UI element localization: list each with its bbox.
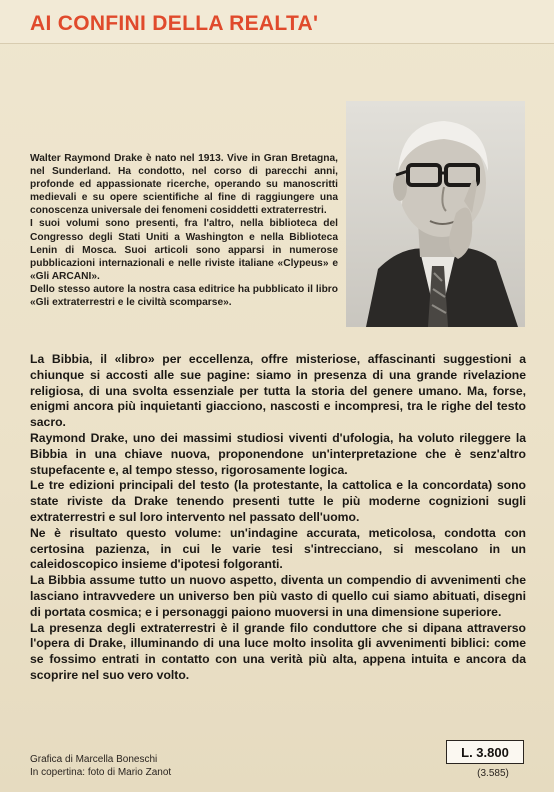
blurb-paragraph: Raymond Drake, uno dei massimi studiosi viventi d'ufologia, ha voluto rileggere la Bibbia in una chiave nuova, proponendone un'interpretazione che è senz'altro stupefacente e, al tempo stesso, rigorosamente logica. xyxy=(30,430,526,477)
blurb-paragraph: La Bibbia assume tutto un nuovo aspetto, diventa un compendio di avvenimenti che lasciano intravvedere un universo ben più vasto di quello cui siamo abituati, disegni di portata cosmica; e i personaggi paiono muoversi in una dimensione superiore. xyxy=(30,573,526,619)
price-tag: L. 3.800 xyxy=(446,740,524,764)
bio-paragraph: Dello stesso autore la nostra casa editrice ha pubblicato il libro «Gli extraterrestri e le civiltà scomparse». xyxy=(30,283,338,309)
blurb-paragraph: La Bibbia, il «libro» per eccellenza, offre misteriose, affascinanti suggestioni a chiunque si accosti alle sue pagine: siamo in presenza di una grande rivelazione religiosa, di una svolta essenziale per tutta la storia del genere umano. Ma, forse, enigmi ancora più inquietanti giacciono, nascosti e incompresi, tra le righe del testo sacro. xyxy=(30,352,526,430)
author-bio xyxy=(30,152,338,309)
credits xyxy=(30,753,171,779)
book-blurb xyxy=(30,352,526,684)
series-title: AI CONFINI DELLA REALTA' xyxy=(30,12,319,35)
graphics-credit: Grafica di Marcella Boneschi xyxy=(30,754,158,765)
blurb-paragraph: Le tre edizioni principali del testo (la protestante, la cattolica e la concordata) sono state riviste da Drake tenendo presenti tutte le più moderne cognizioni sugli extraterrestri e sul loro intervento nel passato dell'uomo. xyxy=(30,478,526,524)
blurb-paragraph: Ne è risultato questo volume: un'indagine accurata, meticolosa, condotta con certosina pazienza, in cui le varie tesi s'intrecciano, si mescolano in un caleidoscopico insieme d'ipotesi folgoranti. xyxy=(30,525,526,572)
author-portrait-image xyxy=(346,101,525,327)
bio-paragraph: Walter Raymond Drake è nato nel 1913. Vive in Gran Bretagna, nel Sunderland. Ha condotto, nel corso di parecchi anni, profonde ed appassionate ricerche, operando su manoscritti medievali e su opere scientifiche al fine di raggiungere una conoscenza universale dei fenomeni cosiddetti extraterrestri. xyxy=(30,153,338,217)
blurb-paragraph: La presenza degli extraterrestri è il grande filo conduttore che si dipana attraverso l'opera di Drake, illuminando di una luce molto insolita gli avvenimenti biblici: come se fossimo entrati in contatto con una verità più alta, appena intuita e ancora da scoprire nel suo vero volto. xyxy=(30,620,526,682)
secondary-price: (3.585) xyxy=(477,768,509,779)
bio-paragraph: I suoi volumi sono presenti, fra l'altro, nella biblioteca del Congresso degli Stati Uniti a Washington e nella Biblioteca Lenin di Mosca. Suoi articoli sono apparsi in numerose pubblicazioni internazionali e nelle riviste italiane «Clypeus» e «Gli ARCANI». xyxy=(30,218,338,282)
header-band xyxy=(0,0,554,44)
author-photo xyxy=(346,101,525,327)
cover-photo-credit: In copertina: foto di Mario Zanot xyxy=(30,767,172,778)
